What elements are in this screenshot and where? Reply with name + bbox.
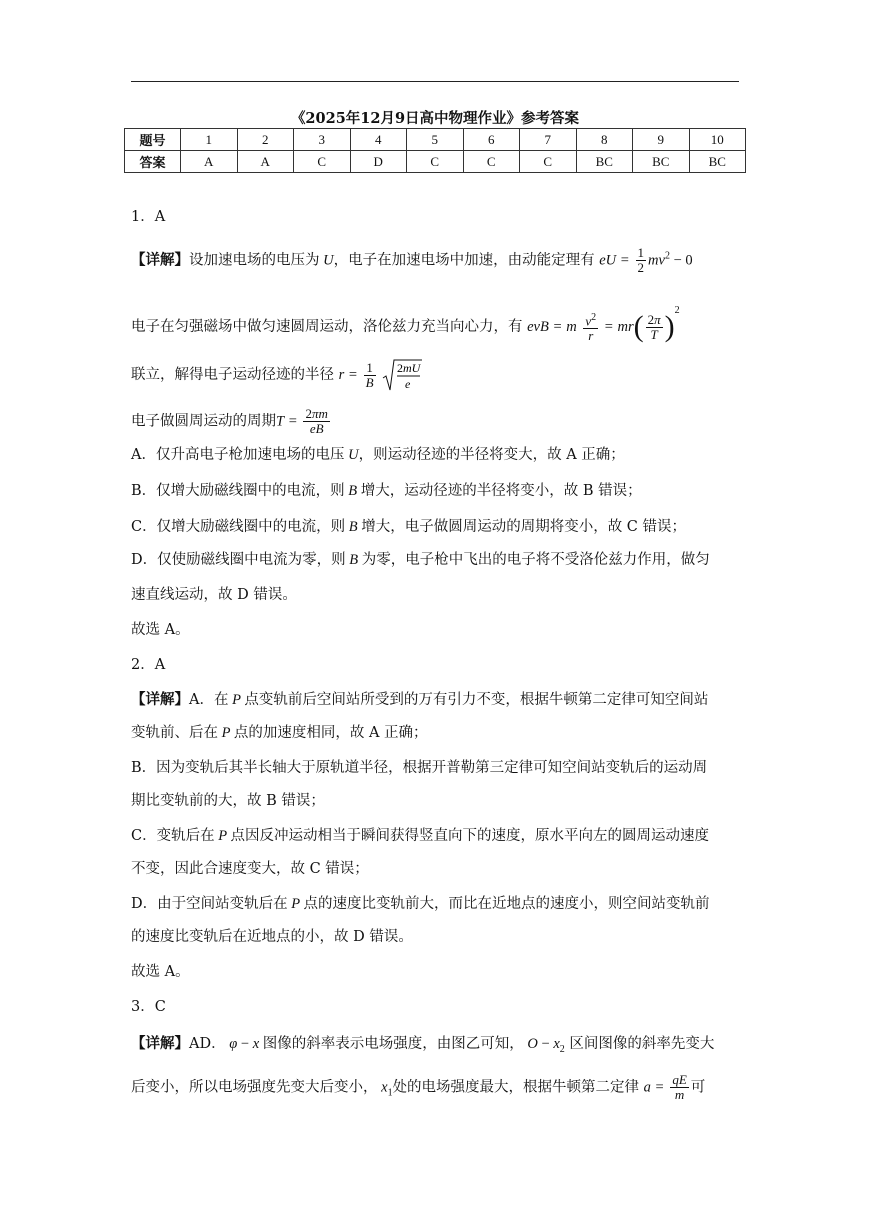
question-number: 2: [237, 129, 294, 151]
page-title: 《2025年12月9日高中物理作业》参考答案: [290, 110, 580, 127]
svg-text:2mU: 2mU: [397, 361, 421, 375]
question-number: 6: [463, 129, 520, 151]
answer-cell: C: [463, 151, 520, 173]
q2-option-b-cont: 期比变轨前的大，故 B 错误；: [131, 793, 325, 809]
header-label: 题号: [125, 129, 181, 151]
q1-line-2: 电子在匀强磁场中做匀速圆周运动，洛伦兹力充当向心力，有 evB = m $\frac{v^2}{r}$ = mr( $\frac{2\pi}{T}$ )$^2$: [131, 305, 680, 344]
question-number: 3: [294, 129, 351, 151]
q1-conclusion: 故选 A。: [131, 622, 190, 638]
question-number: 10: [689, 129, 746, 151]
q1-option-b: B．仅增大励磁线圈中的电流，则 B 增大，运动径迹的半径将变小，故 B 错误；: [131, 483, 642, 499]
q1-line-3: 联立，解得电子运动径迹的半径 r = $\frac{1}{B}$ 2mU e: [131, 359, 421, 391]
q2-option-d: D．由于空间站变轨后在 P 点的速度比变轨前大，而比在近地点的速度小，则空间站变轨前: [131, 896, 710, 912]
table-row-numbers: [125, 129, 746, 151]
detail-label: 【详解】: [131, 251, 189, 269]
q2-option-b: B．因为变轨后其半长轴大于原轨道半径，根据开普勒第三定律可知空间站变轨后的运动周: [131, 760, 708, 776]
answer-cell: C: [520, 151, 577, 173]
question-number: 4: [350, 129, 407, 151]
answer-cell: BC: [689, 151, 746, 173]
q2-heading: 2．A: [131, 657, 166, 673]
q2-option-c-cont: 不变，因此合速度变大，故 C 错误；: [131, 861, 369, 877]
answer-table: [124, 128, 746, 173]
answer-cell: C: [294, 151, 351, 173]
svg-text:e: e: [405, 377, 411, 391]
q1-heading: 1．A: [131, 209, 166, 225]
question-number: 7: [520, 129, 577, 151]
question-number: 1: [181, 129, 238, 151]
q2-option-d-cont: 的速度比变轨后在近地点的小，故 D 错误。: [131, 929, 413, 945]
q1-option-d: D．仅使励磁线圈中电流为零，则 B 为零，电子枪中飞出的电子将不受洛伦兹力作用，做匀: [131, 552, 710, 568]
q1-option-c: C．仅增大励磁线圈中的电流，则 B 增大，电子做圆周运动的周期将变小，故 C 错误；: [131, 519, 687, 535]
q2-option-a-cont: 变轨前、后在 P 点的加速度相同，故 A 正确；: [131, 725, 428, 741]
table-row-answers: [125, 151, 746, 173]
q1-line-1: 【详解】设加速电场的电压为 U，电子在加速电场中加速，由动能定理有 eU = $\frac{1}{2}$ $mv^2 - 0$: [131, 245, 693, 275]
q2-option-a: 【详解】A．在 P 点变轨前后空间站所受到的万有引力不变，根据牛顿第二定律可知空间站: [131, 691, 709, 708]
question-number: 9: [633, 129, 690, 151]
q3-heading: 3．C: [131, 999, 166, 1015]
question-number: 5: [407, 129, 464, 151]
q3-line-2: 后变小，所以电场强度先变大后变小， $x_1$处的电场强度最大，根据牛顿第二定律 a = $\frac{qE}{m}$ 可: [131, 1072, 706, 1102]
answer-cell: C: [407, 151, 464, 173]
q2-option-c: C．变轨后在 P 点因反冲运动相当于瞬间获得竖直向下的速度，原水平向左的圆周运动速度: [131, 828, 709, 844]
answer-cell: BC: [576, 151, 633, 173]
answer-cell: BC: [633, 151, 690, 173]
answer-cell: A: [181, 151, 238, 173]
q2-conclusion: 故选 A。: [131, 964, 190, 980]
question-number: 8: [576, 129, 633, 151]
q1-option-a: A．仅升高电子枪加速电场的电压 U，则运动径迹的半径将变大，故 A 正确；: [131, 447, 625, 463]
q1-line-4: 电子做圆周运动的周期T = $\frac{2\pi m}{eB}$: [131, 406, 328, 436]
q1-option-d-cont: 速直线运动，故 D 错误。: [131, 587, 297, 603]
answer-label: 答案: [125, 151, 181, 173]
top-rule: [131, 81, 739, 82]
sqrt-sign: [382, 358, 422, 392]
q3-line-1: 【详解】AD． φ − x 图像的斜率表示电场强度，由图乙可知， $O - x_2$ 区间图像的斜率先变大: [131, 1035, 715, 1055]
answer-cell: A: [237, 151, 294, 173]
answer-cell: D: [350, 151, 407, 173]
